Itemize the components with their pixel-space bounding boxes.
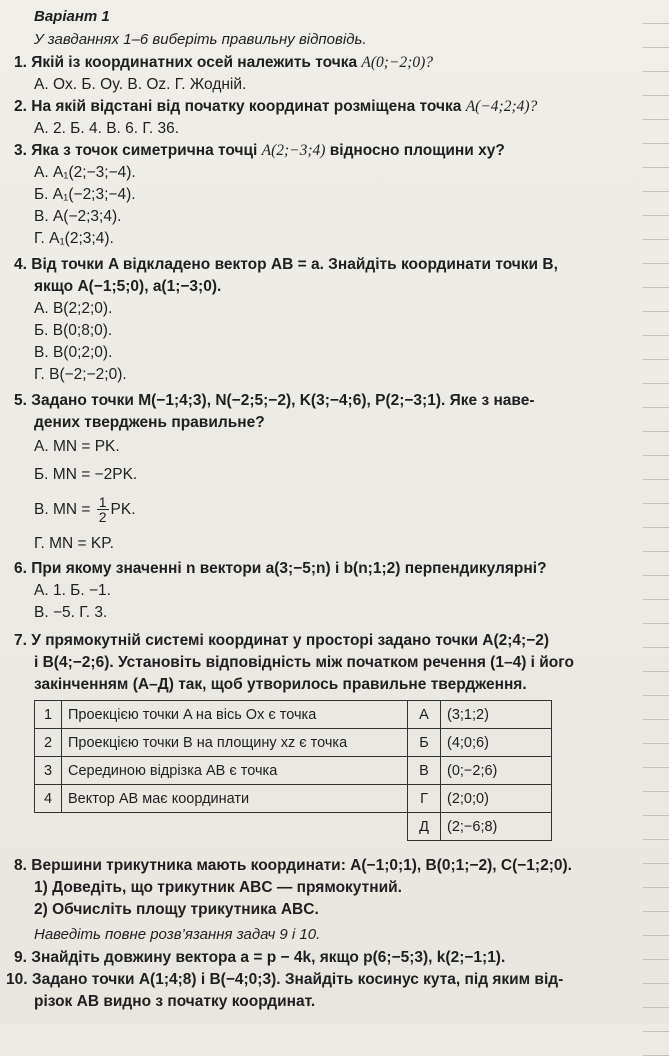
option-value: (3;1;2)	[441, 701, 552, 729]
row-statement: Вектор AB має координати	[62, 785, 408, 813]
question-text: На якій відстані від початку координат розміщена точка	[31, 98, 462, 115]
question-number: 5.	[14, 392, 27, 409]
question-number: 3.	[14, 142, 27, 159]
question-4-line-2: якщо A(−1;5;0), a(1;−3;0).	[34, 278, 222, 295]
row-number: 4	[35, 785, 62, 813]
answer-option: Б. MN = −2PK.	[34, 466, 138, 483]
question-text: Знайдіть довжину вектора a = p − 4k, якщо p(6;−5;3), k(2;−1;1).	[31, 949, 506, 966]
option-value: (2;0;0)	[441, 785, 552, 813]
question-text: Задано точки M(−1;4;3), N(−2;5;−2), K(3;−4;6), P(2;−3;1). Яке з наве-	[31, 392, 535, 409]
answer-option: Б. B(0;8;0).	[34, 322, 113, 339]
row-number: 1	[35, 701, 62, 729]
answer-option: В. A(−2;3;4).	[34, 208, 122, 225]
answer-option: Г. B(−2;−2;0).	[34, 366, 127, 383]
answer-option-text: В. MN =	[34, 501, 95, 518]
answer-options-1: А. Ox. Б. Oy. В. Oz. Г. Жодній.	[34, 76, 247, 93]
row-number: 2	[35, 729, 62, 757]
instruction-tasks-9-10: Наведіть повне розв’язання задач 9 і 10.	[34, 926, 321, 943]
answer-option: Г. MN = KP.	[34, 535, 114, 552]
option-letter: Б	[408, 729, 441, 757]
question-number: 8.	[14, 857, 27, 874]
variant-title: Варіант 1	[34, 8, 110, 25]
fraction-denominator: 2	[98, 509, 107, 526]
answer-option: А. MN = PK.	[34, 438, 120, 455]
option-letter: А	[408, 701, 441, 729]
question-number: 10.	[6, 971, 28, 988]
answer-option: Б. A₁(−2;3;−4).	[34, 186, 136, 203]
question-point: A(2;−3;4)	[261, 142, 326, 159]
question-4	[14, 254, 644, 276]
option-value: (0;−2;6)	[441, 757, 552, 785]
question-text: Вершини трикутника мають координати: A(−1;0;1), B(0;1;−2), C(−1;2;0).	[31, 857, 572, 874]
row-statement: Серединою відрізка AB є точка	[62, 757, 408, 785]
question-number: 1.	[14, 54, 27, 71]
question-8	[14, 855, 644, 877]
question-text-tail: відносно площини xy?	[329, 142, 505, 159]
row-statement: Проекцією точки B на площину xz є точка	[62, 729, 408, 757]
question-text: У прямокутній системі координат у просторі задано точки A(2;4;−2)	[31, 632, 550, 649]
answer-options-6b: В. −5. Г. 3.	[34, 604, 108, 621]
question-5	[14, 390, 644, 412]
table-row	[35, 757, 552, 785]
question-text: При якому значенні n вектори a(3;−5;n) і b(n;1;2) перпендикулярні?	[31, 560, 547, 577]
instruction-tasks-1-6: У завданнях 1–6 виберіть правильну відповідь.	[34, 31, 367, 48]
table-row	[35, 785, 552, 813]
answer-option: Г. A₁(2;3;4).	[34, 230, 114, 247]
option-letter: Г	[408, 785, 441, 813]
table-row	[35, 701, 552, 729]
option-letter: В	[408, 757, 441, 785]
question-3	[14, 140, 644, 162]
question-number: 2.	[14, 98, 27, 115]
option-letter: Д	[408, 813, 441, 841]
question-1	[14, 52, 644, 74]
row-number: 3	[35, 757, 62, 785]
question-2	[14, 96, 644, 118]
ruled-margin	[643, 0, 669, 1024]
answer-options-6a: А. 1. Б. −1.	[34, 582, 111, 599]
worksheet-content	[6, 6, 644, 1013]
option-value: (4;0;6)	[441, 729, 552, 757]
question-7-line-2: і B(4;−2;6). Установіть відповідність між початком речення (1–4) і його	[34, 654, 574, 671]
answer-option: А. B(2;2;0).	[34, 300, 113, 317]
question-9	[14, 947, 644, 969]
question-text: Яка з точок симетрична точці	[31, 142, 258, 159]
question-text: Задано точки A(1;4;8) і B(−4;0;3). Знайдіть косинус кута, під яким від-	[31, 971, 564, 988]
answer-option: В. B(0;2;0).	[34, 344, 113, 361]
question-point: A(0;−2;0)?	[361, 54, 433, 71]
question-number: 4.	[14, 256, 27, 273]
fraction	[97, 495, 109, 524]
answer-option: А. A₁(2;−3;−4).	[34, 164, 136, 181]
question-10	[6, 969, 644, 991]
answer-option-with-fraction	[14, 490, 644, 530]
row-statement: Проекцією точки A на вісь Ox є точка	[62, 701, 408, 729]
question-8-part-1: 1) Доведіть, що трикутник ABC — прямокутний.	[34, 879, 402, 896]
question-text: Від точки A відкладено вектор AB = a. Знайдіть координати точки B,	[31, 256, 558, 273]
question-10-line-2: різок AB видно з початку координат.	[34, 993, 316, 1010]
question-text: Якій із координатних осей належить точка	[31, 54, 358, 71]
matching-table	[34, 700, 552, 841]
row-statement	[62, 813, 408, 841]
fraction-tail: PK.	[110, 501, 136, 518]
question-number: 9.	[14, 949, 27, 966]
question-8-part-2: 2) Обчисліть площу трикутника ABC.	[34, 901, 319, 918]
question-7	[14, 630, 644, 652]
question-7-line-3: закінченням (А–Д) так, щоб утворилось правильне твердження.	[34, 676, 527, 693]
fraction-numerator: 1	[98, 494, 107, 511]
question-number: 6.	[14, 560, 27, 577]
question-6	[14, 558, 644, 580]
table-row	[35, 729, 552, 757]
question-point: A(−4;2;4)?	[465, 98, 538, 115]
option-value: (2;−6;8)	[441, 813, 552, 841]
question-number: 7.	[14, 632, 27, 649]
answer-options-2: А. 2. Б. 4. В. 6. Г. 36.	[34, 120, 180, 137]
table-row	[35, 813, 552, 841]
question-5-line-2: дених тверджень правильне?	[34, 414, 265, 431]
row-number	[35, 813, 62, 841]
